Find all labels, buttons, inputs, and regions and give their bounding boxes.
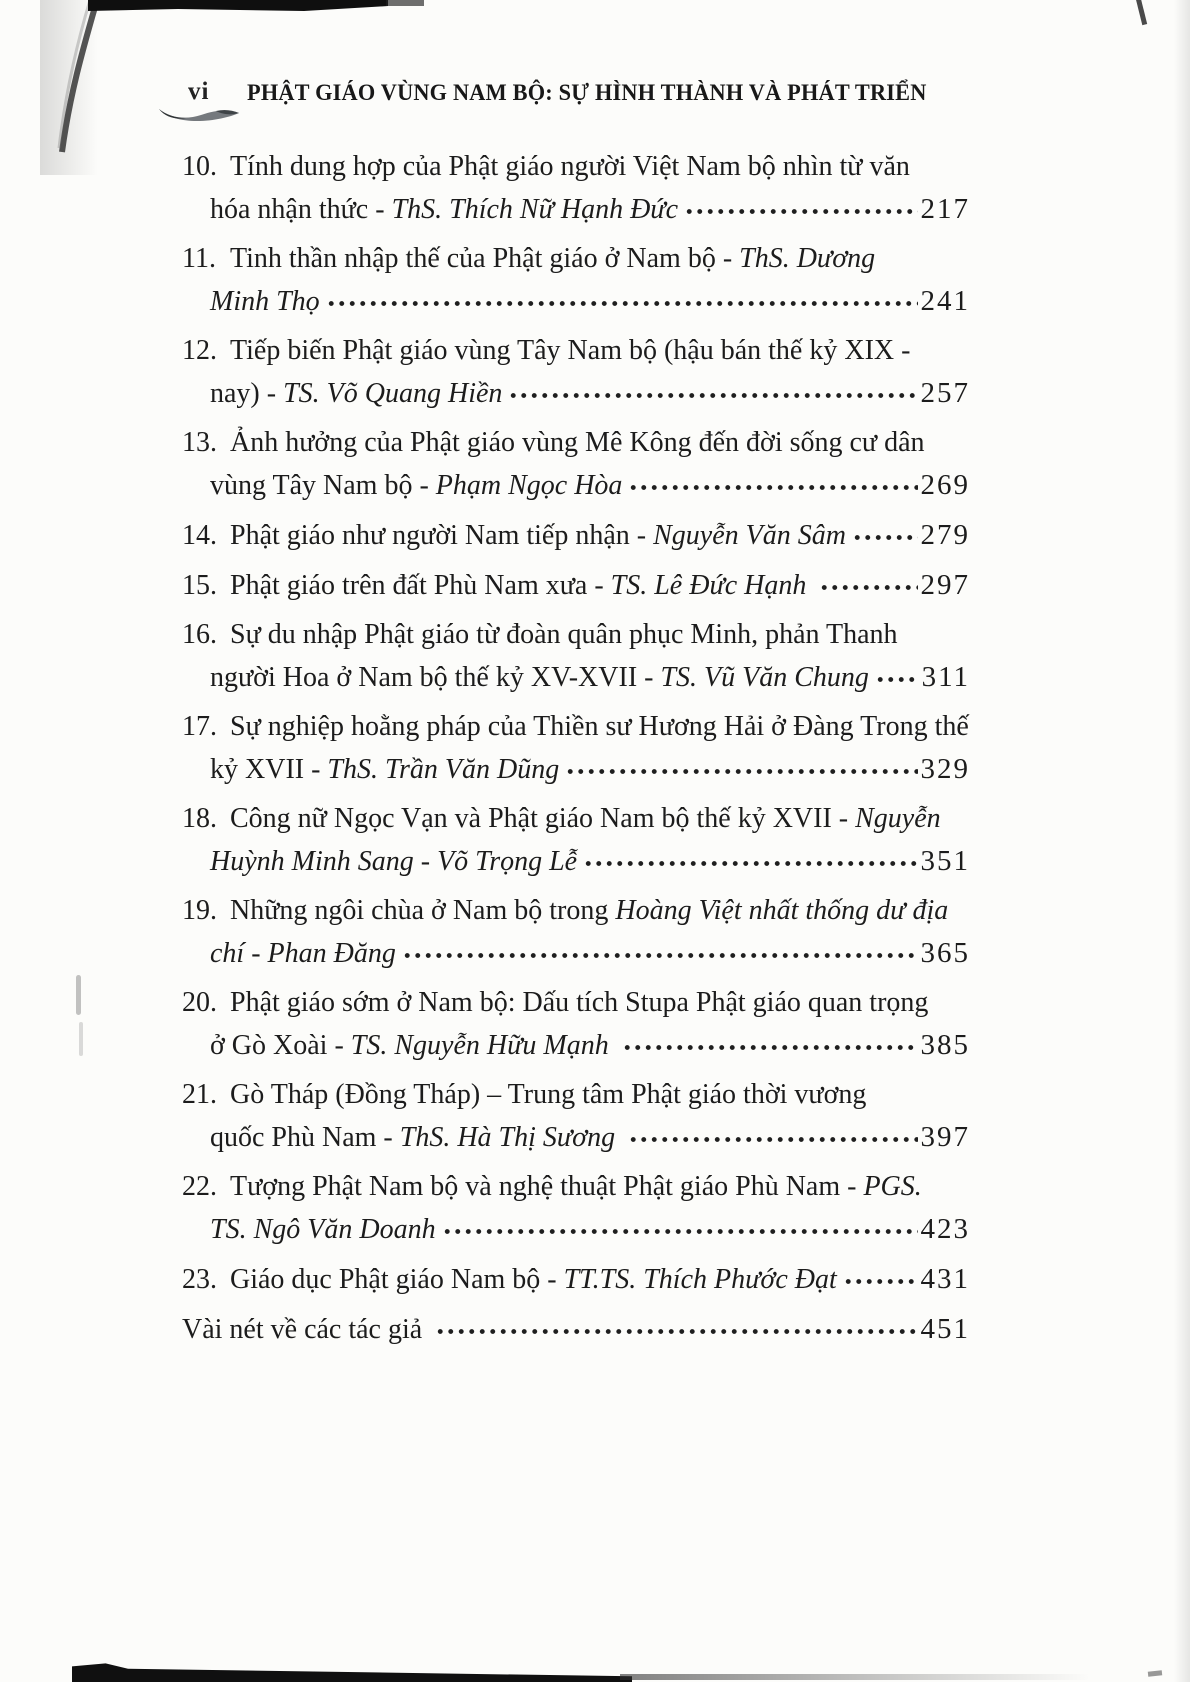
entry-number: 11. [182, 243, 216, 274]
entry-text-run: Ảnh hưởng của Phật giáo vùng Mê Kông đến đời sống cư dân [230, 427, 925, 458]
toc-entry [182, 1258, 970, 1301]
page-ref: 311 [921, 661, 970, 693]
dot-leader [852, 534, 918, 541]
dot-leader [684, 208, 917, 215]
toc-entry [182, 1074, 970, 1159]
toc-line [182, 146, 970, 188]
running-title: PHẬT GIÁO VÙNG NAM BỘ: SỰ HÌNH THÀNH VÀ PHÁT TRIỂN [247, 80, 927, 105]
entry-text-run: Công nữ Ngọc Vạn và Phật giáo Nam bộ thế kỷ XVII - [230, 803, 856, 834]
brush-swoosh-ornament [156, 97, 242, 123]
entry-text-run: hóa nhận thức - [210, 194, 392, 225]
entry-text-run: ThS. Thích Nữ Hạnh Đức [391, 194, 679, 225]
toc-entry [182, 798, 970, 883]
scan-artifact-left-edge-shadow [40, 0, 98, 175]
entry-text-run: Tinh thần nhập thế của Phật giáo ở Nam bộ - [230, 243, 740, 274]
entry-text-run: kỷ XVII - [210, 754, 328, 785]
entry-text-run: Minh Thọ [210, 286, 320, 317]
entry-number: 20. [182, 987, 217, 1018]
toc-line [182, 514, 970, 557]
page-ref: 241 [920, 285, 970, 317]
toc-line [182, 188, 970, 231]
entry-number: 10. [182, 151, 217, 182]
toc-entry [182, 238, 970, 323]
toc-line [182, 372, 970, 415]
page-ref: 269 [920, 469, 970, 501]
toc-line [182, 840, 970, 883]
dot-leader [508, 392, 917, 399]
toc-line [182, 1166, 970, 1208]
toc-line [182, 464, 970, 507]
dot-leader [326, 300, 918, 307]
scan-artifact-bottom-bar [72, 1663, 632, 1682]
toc-line [182, 280, 970, 323]
entry-number: 13. [182, 427, 217, 458]
entry-text-run: Những ngôi chùa ở Nam bộ trong [230, 895, 616, 926]
page-ref: 431 [920, 1263, 970, 1295]
toc-line [182, 1258, 970, 1301]
toc-line [182, 1308, 970, 1351]
entry-text-run: Nguyễn Văn Sâm [653, 520, 846, 551]
toc-line [182, 656, 970, 699]
dot-leader [442, 1228, 918, 1235]
toc-line [182, 890, 970, 932]
entry-text-run: TS. Võ Quang Hiền [283, 378, 503, 409]
entry-text-run: người Hoa ở Nam bộ thế kỷ XV-XVII - [210, 662, 661, 693]
entry-text-run: Phật giáo trên đất Phù Nam xưa - [230, 570, 611, 601]
page-ref: 329 [920, 753, 970, 785]
toc-line [182, 422, 970, 464]
entry-text-run: Huỳnh Minh Sang - Võ Trọng Lễ [210, 846, 578, 877]
toc-line [182, 1024, 970, 1067]
toc-line [182, 1208, 970, 1251]
entry-text-run: TS. Lê Đức Hạnh [610, 570, 814, 601]
toc-line [182, 1074, 970, 1116]
toc-entry [182, 146, 970, 231]
toc-line [182, 748, 970, 791]
entry-text-run: ở Gò Xoài - [210, 1030, 351, 1061]
toc-line [182, 238, 970, 280]
toc-entry [182, 514, 970, 557]
entry-text-run: Tính dung hợp của Phật giáo người Việt Nam bộ nhìn từ văn [230, 151, 910, 182]
dot-leader [622, 1044, 918, 1051]
toc-entry [182, 982, 970, 1067]
scan-artifact-bottom-right-dot [1148, 1670, 1162, 1676]
toc-line [182, 706, 970, 748]
entry-text-run: Vài nét về các tác giả [182, 1314, 430, 1345]
toc-line [182, 982, 970, 1024]
entry-text-run: quốc Phù Nam - [210, 1122, 400, 1153]
page-ref: 397 [920, 1121, 970, 1153]
page-ref: 257 [920, 377, 970, 409]
toc-line [182, 330, 970, 372]
toc-entry [182, 1308, 970, 1351]
entry-number: 15. [182, 570, 217, 601]
toc-entry [182, 890, 970, 975]
dot-leader [875, 676, 919, 683]
entry-number: 19. [182, 895, 217, 926]
entry-text-run: nay) - [210, 378, 284, 409]
entry-text-run: Sự du nhập Phật giáo từ đoàn quân phục Minh, phản Thanh [230, 619, 898, 650]
page-ref: 297 [920, 569, 970, 601]
page-number-label: vi [188, 78, 210, 105]
entry-text-run: Tiếp biến Phật giáo vùng Tây Nam bộ (hậu bán thế kỷ XIX - [230, 335, 911, 366]
page-ref: 385 [920, 1029, 970, 1061]
page-ref: 423 [920, 1213, 970, 1245]
scan-artifact-top-right-tick [1136, 0, 1147, 25]
entry-text-run: chí - Phan Đăng [210, 938, 396, 969]
toc-line [182, 932, 970, 975]
toc-line [182, 798, 970, 840]
entry-text-run: ThS. Dương [739, 243, 876, 274]
page-ref: 365 [920, 937, 970, 969]
table-of-contents [182, 146, 970, 1358]
entry-text-run: ThS. Hà Thị Sương [399, 1122, 623, 1153]
entry-text-run: TS. Ngô Văn Doanh [210, 1214, 436, 1245]
dot-leader [583, 860, 917, 867]
scan-artifact-left-mark-1 [76, 975, 81, 1015]
scan-artifact-bottom-strip [620, 1674, 1090, 1680]
toc-line [182, 614, 970, 656]
entry-text-run: Giáo dục Phật giáo Nam bộ - [230, 1264, 564, 1295]
entry-text-run: Phật giáo sớm ở Nam bộ: Dấu tích Stupa Phật giáo quan trọng [230, 987, 929, 1018]
entry-text-run: Sự nghiệp hoằng pháp của Thiền sư Hương Hải ở Đàng Trong thế [230, 711, 969, 742]
scan-artifact-left-mark-2 [79, 1022, 83, 1056]
dot-leader [843, 1278, 918, 1285]
entry-text-run: TT.TS. Thích Phước Đạt [563, 1264, 837, 1295]
page-ref: 451 [920, 1313, 970, 1345]
page-ref: 279 [920, 519, 970, 551]
entry-text-run: TS. Vũ Văn Chung [660, 662, 869, 693]
dot-leader [402, 952, 918, 959]
entry-text-run: Gò Tháp (Đồng Tháp) – Trung tâm Phật giáo thời vương [230, 1079, 867, 1110]
toc-entry [182, 706, 970, 791]
entry-text-run: Nguyễn [855, 803, 941, 834]
toc-entry [182, 614, 970, 699]
entry-text-run: ThS. Trần Văn Dũng [327, 754, 560, 785]
scan-artifact-right-edge-shadow [1174, 0, 1190, 1682]
scan-artifact-page-curl [0, 0, 130, 170]
entry-number: 16. [182, 619, 217, 650]
page-ref: 351 [920, 845, 970, 877]
entry-text-run: vùng Tây Nam bộ - [210, 470, 436, 501]
page-ref: 217 [920, 193, 970, 225]
entry-number: 17. [182, 711, 217, 742]
entry-text-run: Hoàng Việt nhất thống dư địa [615, 895, 949, 926]
entry-number: 23. [182, 1264, 217, 1295]
dot-leader [628, 484, 917, 491]
toc-line [182, 564, 970, 607]
entry-text-run: Phật giáo như người Nam tiếp nhận - [230, 520, 654, 551]
entry-number: 18. [182, 803, 217, 834]
entry-number: 12. [182, 335, 217, 366]
scan-artifact-top-bar [88, 0, 388, 11]
dot-leader [819, 584, 917, 591]
toc-entry [182, 422, 970, 507]
toc-entry [182, 330, 970, 415]
dot-leader [565, 768, 917, 775]
scan-artifact-top-bar-end [386, 0, 424, 6]
entry-number: 14. [182, 520, 217, 551]
toc-line [182, 1116, 970, 1159]
entry-number: 22. [182, 1171, 217, 1202]
entry-text-run: PGS. [863, 1171, 922, 1202]
toc-entry [182, 564, 970, 607]
toc-entry [182, 1166, 970, 1251]
dot-leader [628, 1136, 917, 1143]
entry-text-run: TS. Nguyễn Hữu Mạnh [350, 1030, 616, 1061]
entry-number: 21. [182, 1079, 217, 1110]
dot-leader [435, 1328, 917, 1335]
entry-text-run: Tượng Phật Nam bộ và nghệ thuật Phật giáo Phù Nam - [230, 1171, 864, 1202]
entry-text-run: Phạm Ngọc Hòa [435, 470, 623, 501]
